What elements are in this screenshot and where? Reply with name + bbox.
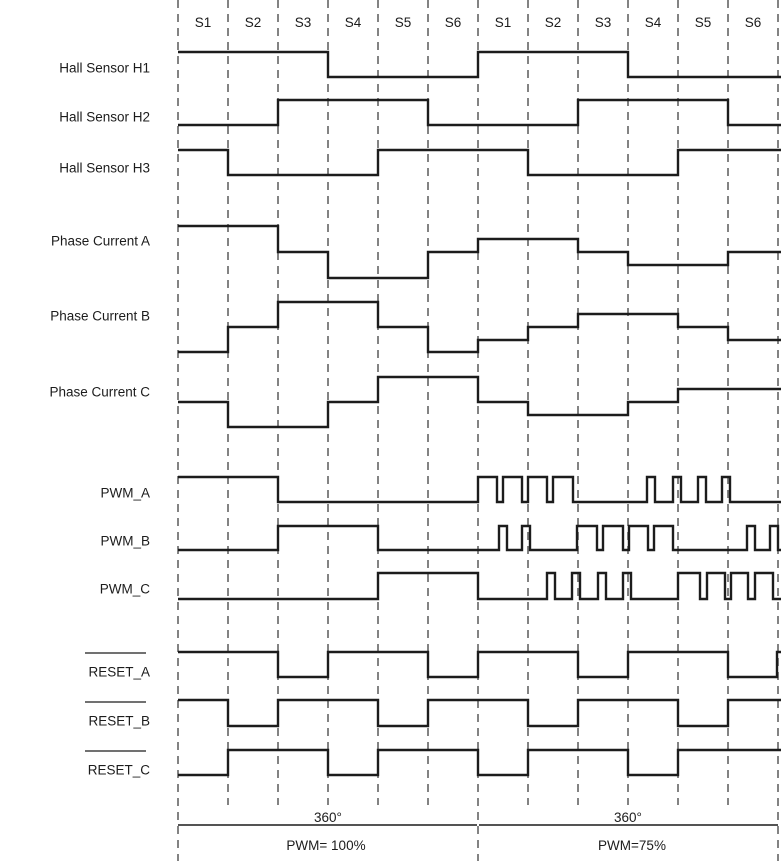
sector-label-3: S3 xyxy=(294,15,312,30)
phase-current-c-label: Phase Current C xyxy=(49,384,150,400)
pwm-a-waveform xyxy=(178,477,781,502)
pwm-duty-label-0: PWM= 100% xyxy=(286,838,366,853)
sector-label-8: S2 xyxy=(544,15,562,30)
sector-label-12: S6 xyxy=(744,15,762,30)
sector-label-5: S5 xyxy=(394,15,412,30)
phase-current-c-waveform xyxy=(178,377,781,427)
sector-label-1: S1 xyxy=(194,15,212,30)
hall-h2-label: Hall Sensor H2 xyxy=(59,109,150,125)
sector-label-9: S3 xyxy=(594,15,612,30)
sector-label-4: S4 xyxy=(344,15,362,30)
sector-label-11: S5 xyxy=(694,15,712,30)
pwm-b-label: PWM_B xyxy=(100,533,150,549)
pwm-c-waveform xyxy=(178,573,781,599)
hall-h2-waveform xyxy=(178,100,781,125)
hall-h3-waveform xyxy=(178,150,781,175)
hall-h3-label: Hall Sensor H3 xyxy=(59,160,150,176)
phase-current-a-label: Phase Current A xyxy=(50,233,150,249)
phase-current-a-waveform xyxy=(178,226,781,278)
phase-current-b-waveform xyxy=(178,302,781,352)
reset-b-label: RESET_B xyxy=(88,713,150,729)
reset-b-waveform xyxy=(178,700,781,726)
phase-current-b-label: Phase Current B xyxy=(50,308,150,324)
hall-h1-label: Hall Sensor H1 xyxy=(59,60,150,76)
reset-c-label: RESET_C xyxy=(87,762,150,778)
hall-h1-waveform xyxy=(178,52,781,77)
pwm-c-label: PWM_C xyxy=(99,581,150,597)
pwm-a-label: PWM_A xyxy=(100,485,150,501)
reset-a-waveform xyxy=(178,652,781,677)
reset-c-waveform xyxy=(178,750,781,775)
sector-label-7: S1 xyxy=(494,15,512,30)
cycle-degrees-label-1: 360° xyxy=(614,810,642,825)
pwm-b-waveform xyxy=(178,526,781,550)
cycle-degrees-label-0: 360° xyxy=(314,810,342,825)
sector-label-10: S4 xyxy=(644,15,662,30)
reset-a-label: RESET_A xyxy=(88,664,150,680)
sector-label-2: S2 xyxy=(244,15,262,30)
pwm-duty-label-1: PWM=75% xyxy=(598,838,666,853)
sector-label-6: S6 xyxy=(444,15,462,30)
